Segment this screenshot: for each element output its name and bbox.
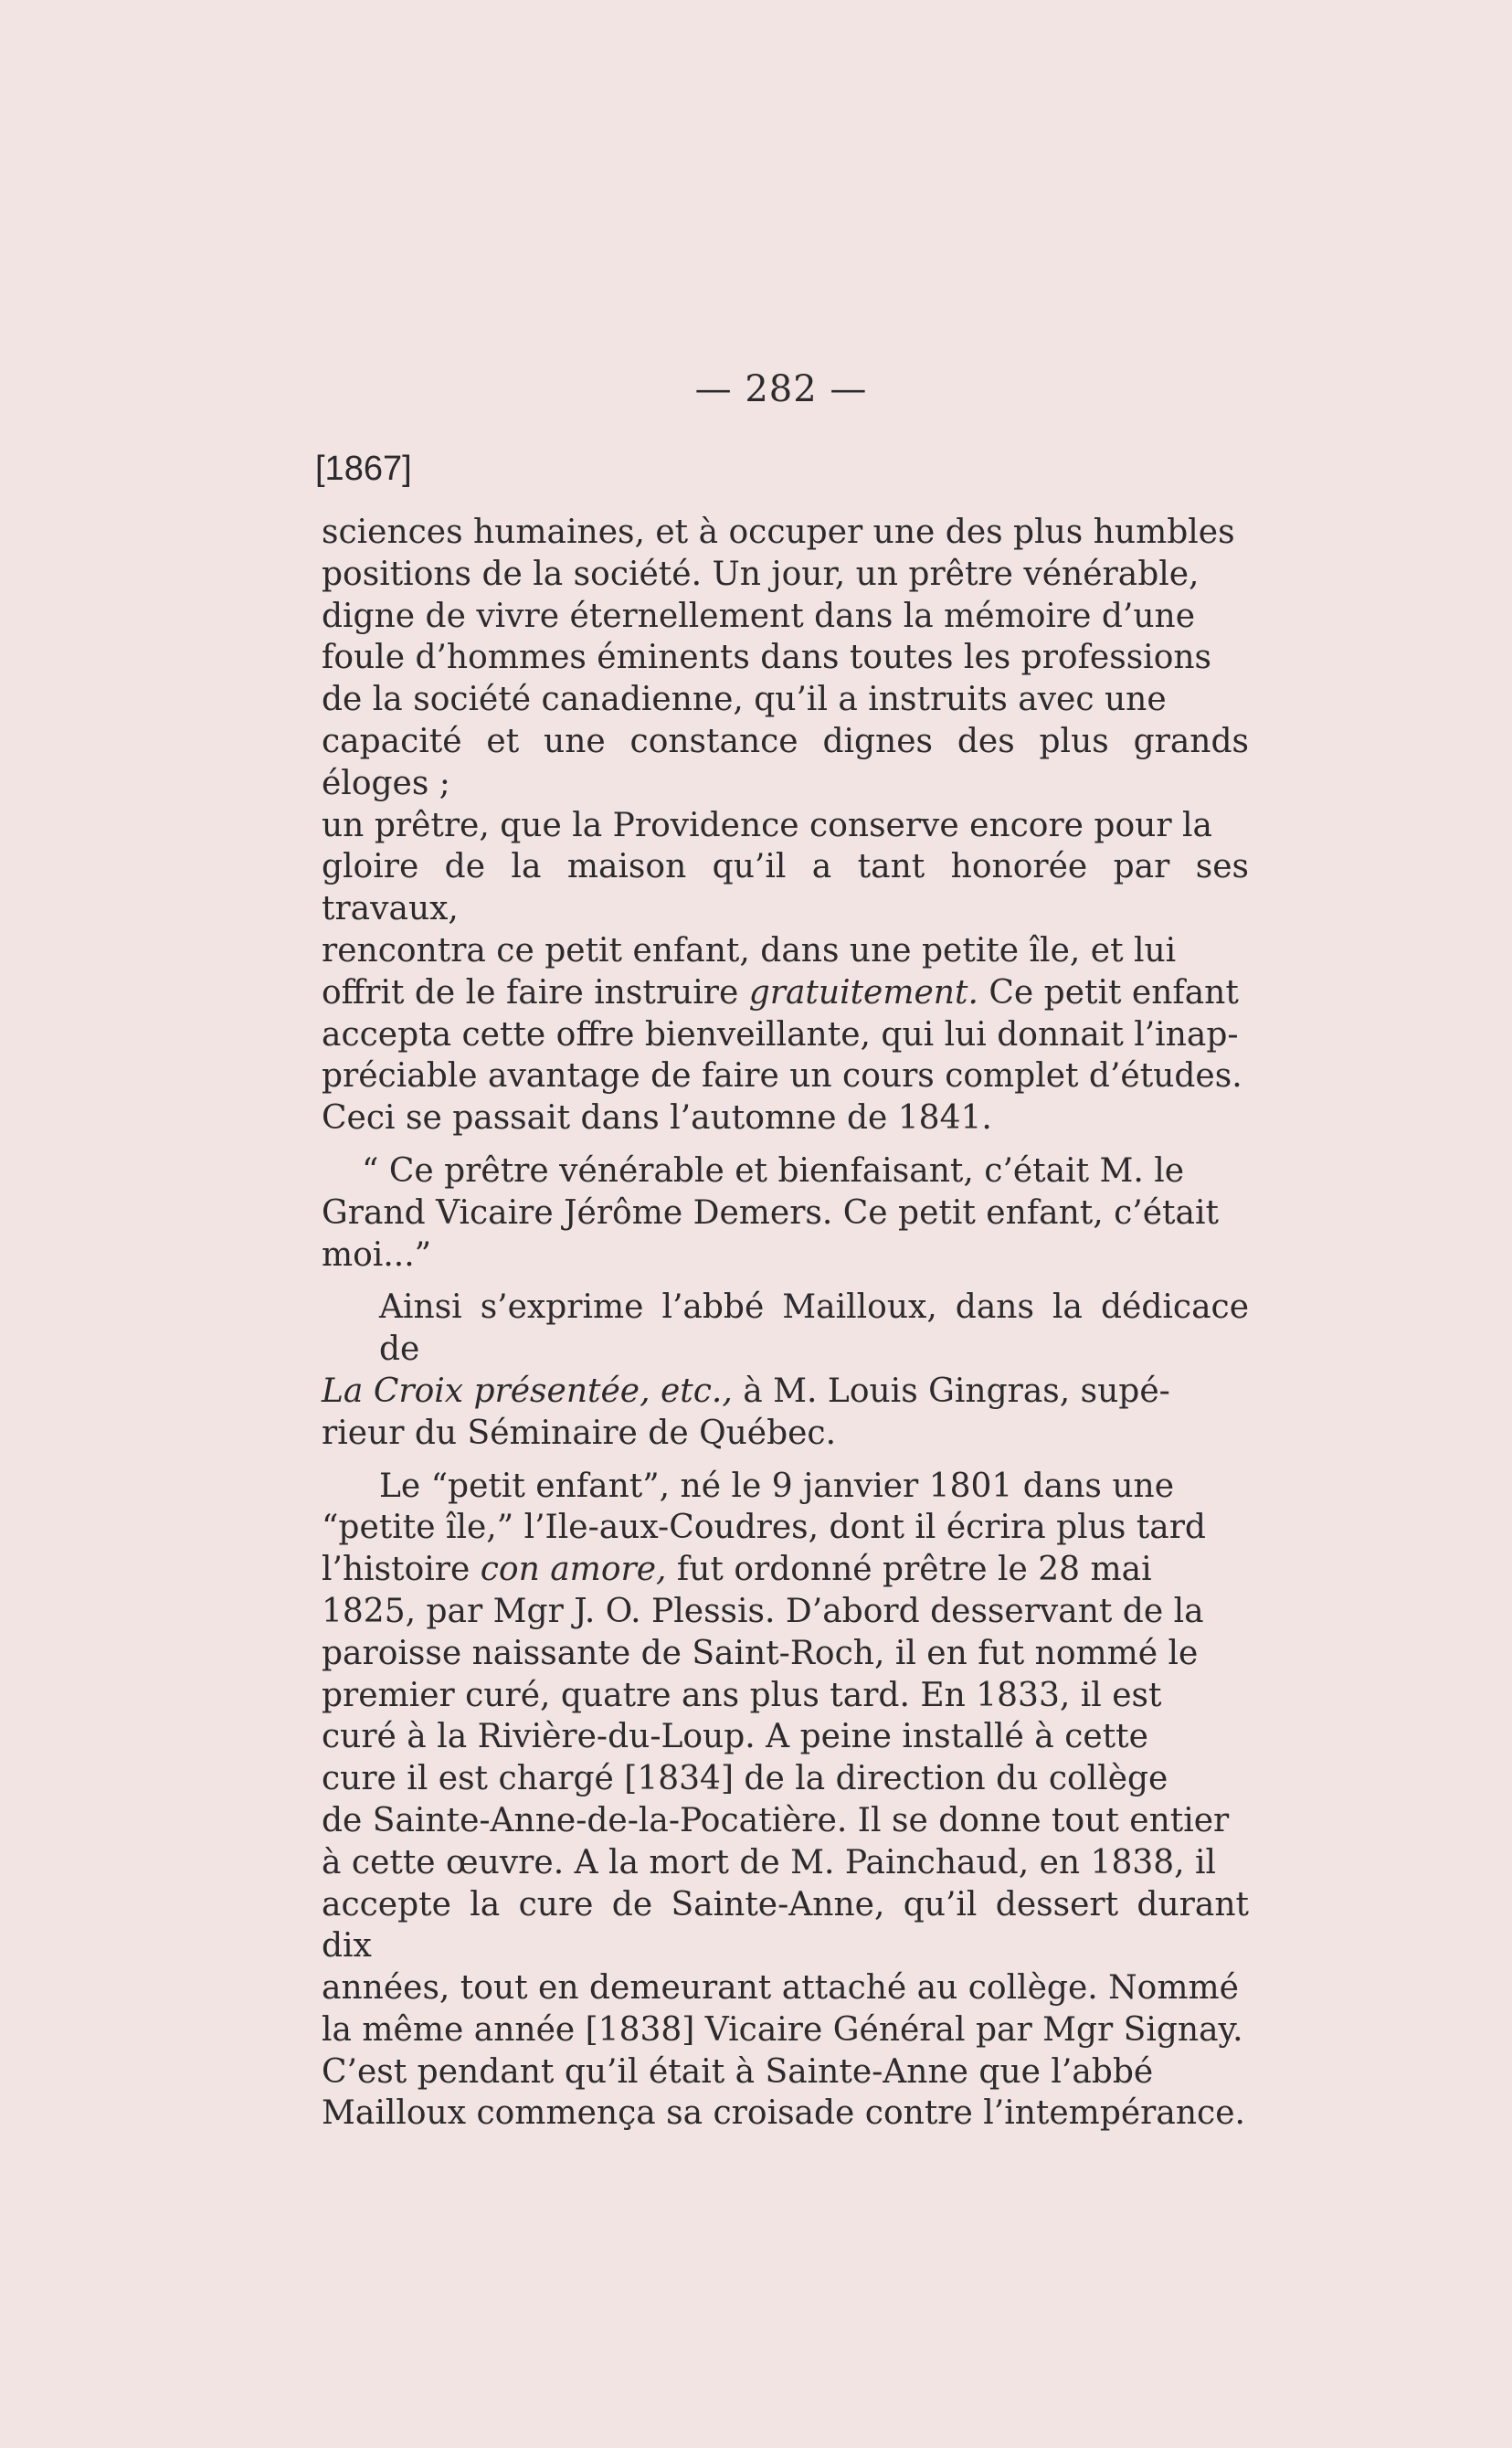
text-line: préciable avantage de faire un cours complet d’études. — [322, 1057, 1242, 1096]
text-line: curé à la Rivière-du-Loup. A peine installé à cette — [322, 1718, 1148, 1756]
text-line: “ Ce prêtre vénérable et bienfaisant, c’était M. le — [362, 1151, 1185, 1190]
paragraph-1 — [322, 512, 1249, 1139]
text-line: de la société canadienne, qu’il a instruits avec une — [322, 681, 1167, 719]
text-line: Ainsi s’exprime l’abbé Mailloux, dans la dédicace de — [379, 1288, 1249, 1369]
year-marker: [1867] — [315, 450, 412, 488]
text-line: “petite île,” l’Ile-aux-Coudres, dont il écrira plus tard — [322, 1509, 1206, 1547]
text-line: capacité et une constance dignes des plus grands éloges ; — [322, 722, 1249, 802]
italic-term: gratuitement. — [748, 973, 978, 1012]
text-line: Le “petit enfant”, né le 9 janvier 1801 dans une — [379, 1467, 1175, 1505]
text-line: sciences humaines, et à occuper une des plus humbles — [322, 514, 1235, 551]
text-line: C’est pendant qu’il était à Sainte-Anne que l’abbé — [322, 2052, 1154, 2091]
paragraph-3 — [322, 1287, 1249, 1454]
paragraph-2 — [322, 1150, 1249, 1276]
text-line: gloire de la maison qu’il a tant honorée par ses travaux, — [322, 848, 1249, 928]
text-fragment: offrit de le faire instruire — [322, 973, 749, 1012]
text-line: premier curé, quatre ans plus tard. En 1833, il est — [322, 1676, 1162, 1714]
text-fragment: fut ordonné prêtre le 28 mai — [666, 1551, 1152, 1589]
text-fragment: à M. Louis Gingras, supé- — [732, 1372, 1170, 1410]
text-line: paroisse naissante de Saint-Roch, il en fut nommé le — [322, 1634, 1199, 1672]
text-line — [322, 972, 1249, 1014]
text-fragment: Ce petit enfant — [978, 973, 1239, 1012]
text-line: de Sainte-Anne-de-la-Pocatière. Il se donne tout entier — [322, 1801, 1230, 1839]
text-line: digne de vivre éternellement dans la mémoire d’une — [322, 597, 1196, 635]
text-line: accepta cette offre bienveillante, qui lui donnait l’inap- — [322, 1015, 1239, 1054]
text-line: Grand Vicaire Jérôme Demers. Ce petit enfant, c’était — [322, 1193, 1219, 1232]
italic-term: con amore, — [480, 1551, 667, 1589]
text-line: un prêtre, que la Providence conserve encore pour la — [322, 806, 1212, 844]
text-line: accepte la cure de Sainte-Anne, qu’il dessert durant dix — [322, 1885, 1249, 1966]
text-line: Mailloux commença sa croisade contre l’intempérance. — [322, 2094, 1245, 2133]
text-line — [322, 1549, 1249, 1591]
text-line: rieur du Séminaire de Québec. — [322, 1414, 837, 1452]
text-line: la même année [1838] Vicaire Général par Mgr Signay. — [322, 2010, 1243, 2049]
paragraph-4 — [322, 1466, 1249, 2135]
text-line — [322, 1371, 1249, 1413]
text-line: cure il est chargé [1834] de la direction du collège — [322, 1760, 1168, 1798]
body-text — [322, 512, 1249, 2135]
text-line: Ceci se passait dans l’automne de 1841. — [322, 1099, 992, 1138]
text-line: années, tout en demeurant attaché au collège. Nommé — [322, 1969, 1239, 2008]
text-line: moi...” — [322, 1235, 432, 1274]
text-line: rencontra ce petit enfant, dans une petite île, et lui — [322, 931, 1177, 970]
text-line: foule d’hommes éminents dans toutes les professions — [322, 639, 1212, 677]
text-fragment: l’histoire — [322, 1551, 481, 1589]
text-line: 1825, par Mgr J. O. Plessis. D’abord desservant de la — [322, 1592, 1204, 1630]
text-line: à cette œuvre. A la mort de M. Painchaud, en 1838, il — [322, 1843, 1217, 1881]
page-number: — 282 — — [694, 368, 868, 410]
italic-title: La Croix présentée, etc., — [322, 1372, 733, 1410]
text-line: positions de la société. Un jour, un prêtre vénérable, — [322, 555, 1200, 593]
